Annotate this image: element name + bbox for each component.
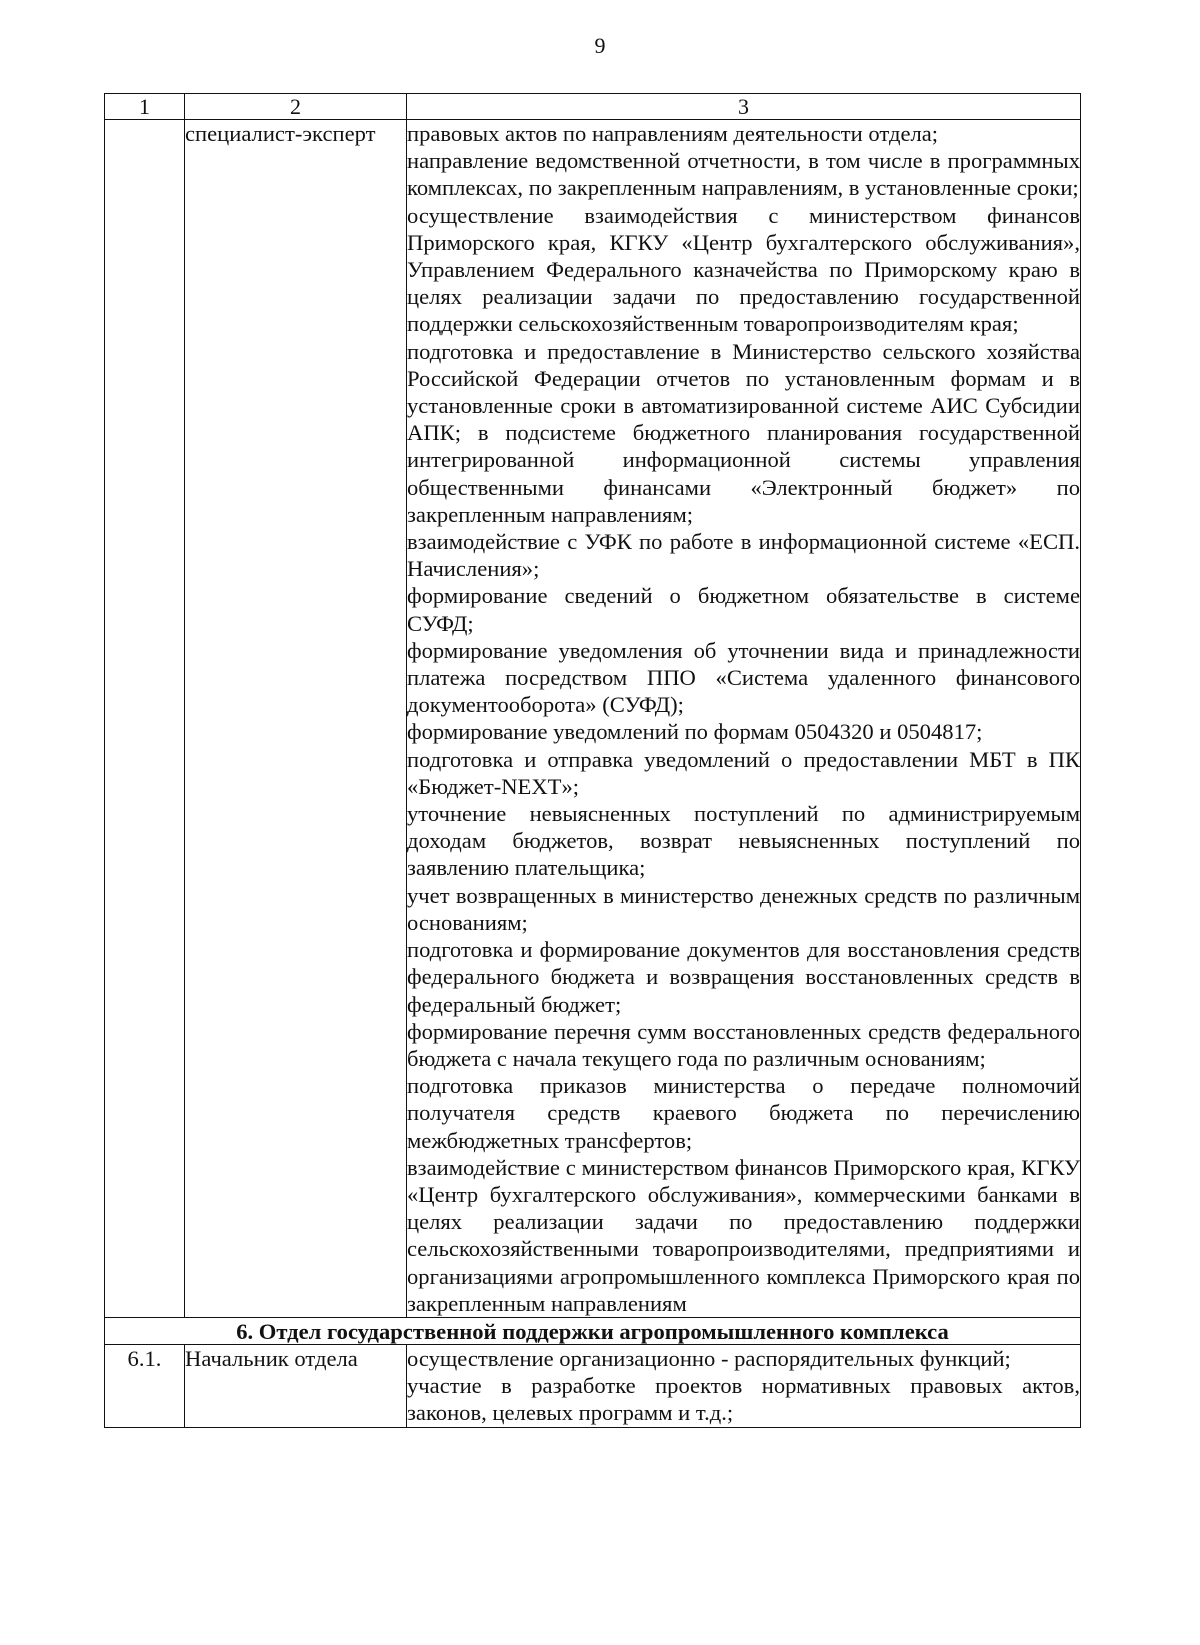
- table-row: [105, 120, 1081, 1318]
- duty-item: учет возвращенных в министерство денежных средств по различным основаниям;: [407, 882, 1080, 935]
- column-header-3: 3: [407, 94, 1081, 120]
- duty-item: взаимодействие с министерством финансов Приморского края, КГКУ «Центр бухгалтерского обслуживания», коммерческими банками в целях реализации задачи по предоставлению поддержки сельскохозяйственными товаропроизводителями, предприятиями и организациями агропромышленного комплекса Приморского края по закрепленным направлениям: [407, 1154, 1080, 1316]
- duty-item: правовых актов по направлениям деятельности отдела;: [407, 121, 939, 146]
- duty-item: осуществление взаимодействия с министерством финансов Приморского края, КГКУ «Центр бухгалтерского обслуживания», Управлением Федерального казначейства по Приморскому краю в целях реализации задачи по предоставлению государственной поддержки сельскохозяйственным товаропроизводителям края;: [407, 202, 1080, 337]
- duty-item: формирование уведомления об уточнении вида и принадлежности платежа посредством ППО «Система удаленного финансового документооборота» (СУФД);: [407, 637, 1080, 718]
- duty-item: подготовка и отправка уведомлений о предоставлении МБТ в ПК «Бюджет-NEXT»;: [407, 746, 1080, 799]
- section-heading-row: [105, 1317, 1081, 1344]
- duties-cell: [407, 1344, 1081, 1427]
- position-cell: специалист-эксперт: [185, 120, 407, 1318]
- duty-item: подготовка и предоставление в Министерство сельского хозяйства Российской Федерации отчетов по установленным формам и в установленные сроки в автоматизированной системе АИС Субсидии АПК; в подсистеме бюджетного планирования государственной интегрированной информационной системы управления общественными финансами «Электронный бюджет» по закрепленным направлениям;: [407, 338, 1080, 527]
- duty-item: формирование сведений о бюджетном обязательстве в системе СУФД;: [407, 583, 1080, 636]
- column-header-2: 2: [185, 94, 407, 120]
- table-row: [105, 1344, 1081, 1427]
- row-number-cell: 6.1.: [105, 1344, 185, 1427]
- position-cell: Начальник отдела: [185, 1344, 407, 1427]
- section-title: 6. Отдел государственной поддержки агропромышленного комплекса: [105, 1317, 1081, 1344]
- duty-item: подготовка и формирование документов для восстановления средств федерального бюджета и возвращения восстановленных средств в федеральный бюджет;: [407, 937, 1080, 1017]
- duty-item: уточнение невыясненных поступлений по администрируемым доходам бюджетов, возврат невыясненных поступлений по заявлению плательщика;: [407, 801, 1080, 881]
- page-number: 9: [594, 33, 606, 58]
- duty-item: формирование уведомлений по формам 0504320 и 0504817;: [407, 719, 983, 745]
- duties-cell: [407, 120, 1081, 1318]
- duty-item: участие в разработке проектов нормативных правовых актов, законов, целевых программ и т.д.;: [407, 1373, 1080, 1426]
- staff-duties-table: [104, 93, 1081, 1428]
- duty-item: взаимодействие с УФК по работе в информационной системе «ЕСП. Начисления»;: [407, 529, 1080, 582]
- duty-item: осуществление организационно - распорядительных функций;: [407, 1345, 1011, 1371]
- table-header-row: [105, 94, 1081, 120]
- row-number-cell: [105, 120, 185, 1318]
- duty-item: подготовка приказов министерства о передаче полномочий получателя средств краевого бюджета по перечислению межбюджетных трансфертов;: [407, 1073, 1080, 1153]
- column-header-1: 1: [105, 94, 185, 120]
- duty-item: направление ведомственной отчетности, в том числе в программных комплексах, по закрепленным направлениям, в установленные сроки;: [407, 148, 1080, 201]
- duty-item: формирование перечня сумм восстановленных средств федерального бюджета с начала текущего года по различным основаниям;: [407, 1018, 1080, 1071]
